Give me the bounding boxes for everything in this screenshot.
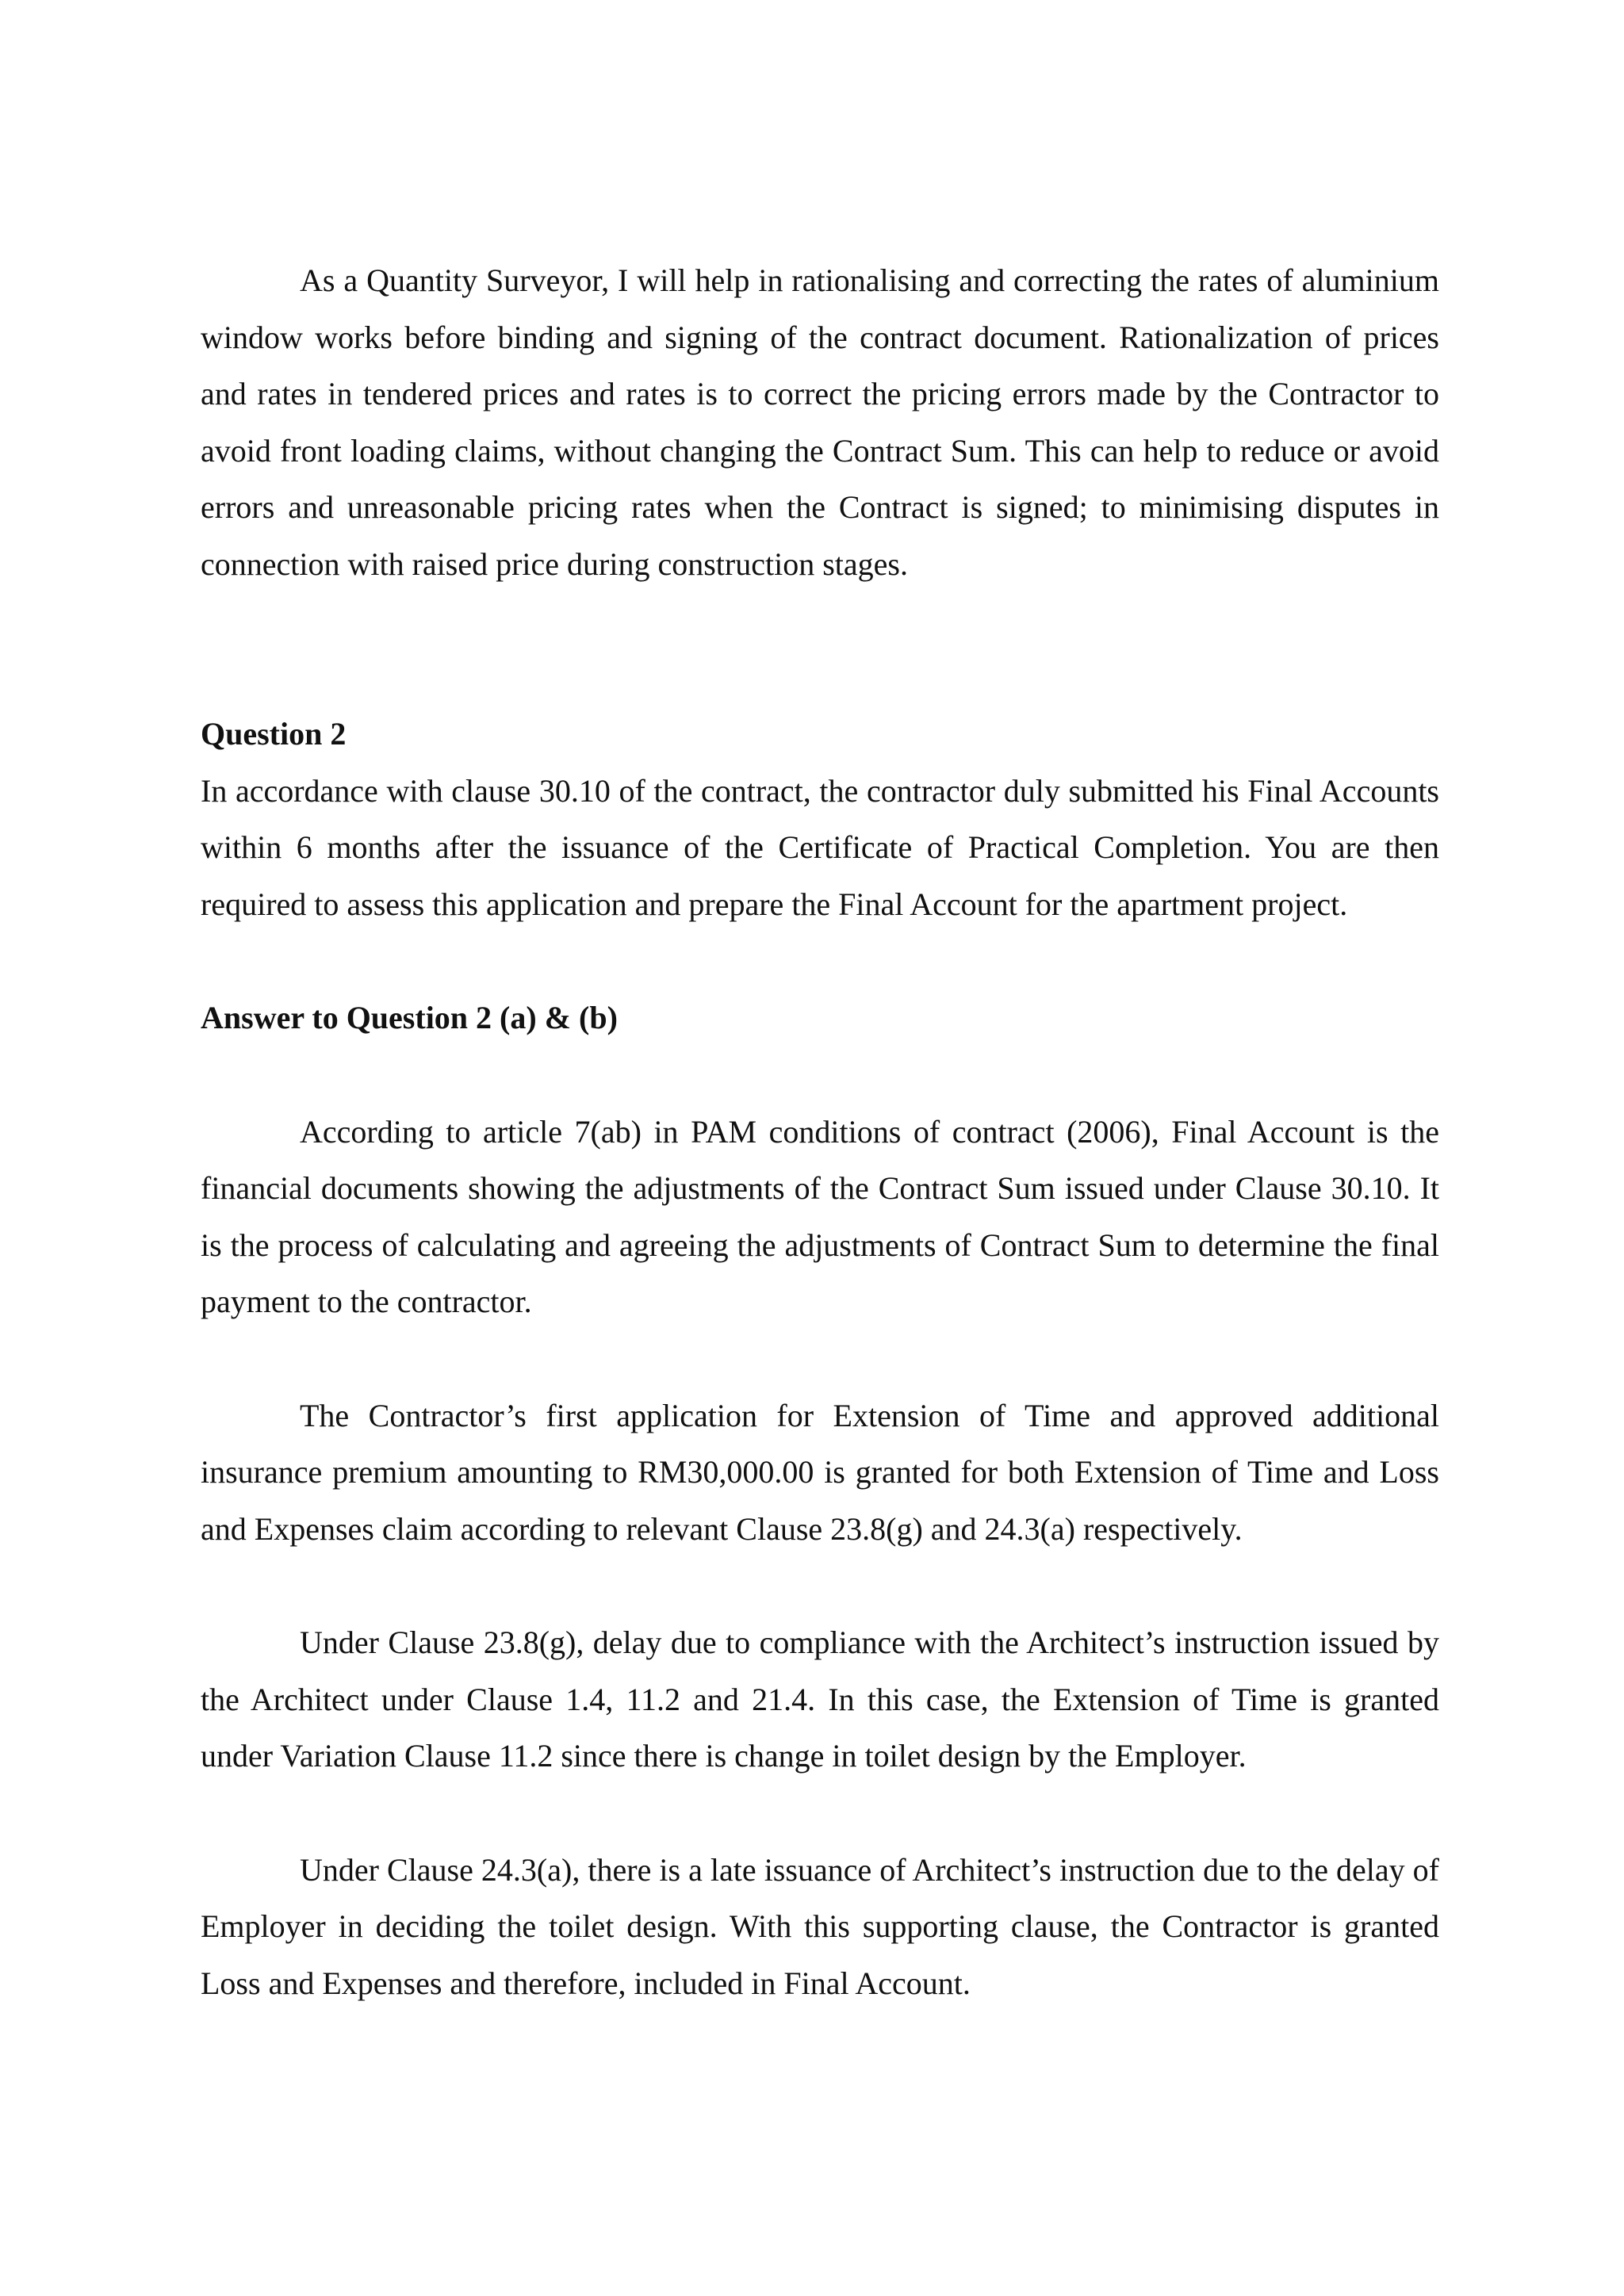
section-spacer [201,1047,1439,1104]
answer-paragraph-2: The Contractor’s first application for Extension of Time and approved additional insurance premium amounting to RM30,000.00 is granted for both Extension of Time and Loss and Expenses claim according to relevant Clause 23.8(g) and 24.3(a) respectively. [201,1397,1439,1547]
section-spacer [201,932,1439,989]
question-heading: Question 2 [201,716,347,752]
paragraph-spacer [201,1785,1439,1842]
answer-paragraph-1: According to article 7(ab) in PAM conditions of contract (2006), Final Account is the financial documents showing the adjustments of the Contract Sum issued under Clause 30.10. It is the process of calculating and agreeing the adjustments of Contract Sum to determine the final payment to the contractor. [201,1113,1439,1319]
answer-heading: Answer to Question 2 (a) & (b) [201,1000,618,1035]
answer-paragraph-3: Under Clause 23.8(g), delay due to compliance with the Architect’s instruction issued by the Architect under Clause 1.4, 11.2 and 21.4. In this case, the Extension of Time is granted under Variation Clause 11.2 since there is change in toilet design by the Employer. [201,1624,1439,1774]
intro-paragraph: As a Quantity Surveyor, I will help in rationalising and correcting the rates of aluminium window works before binding and signing of the contract document. Rationalization of prices and rates in tendered prices and rates is to correct the pricing errors made by the Contractor to avoid front loading claims, without changing the Contract Sum. This can help to reduce or avoid errors and unreasonable pricing rates when the Contract is signed; to minimising disputes in connection with raised price during construction stages. [201,262,1439,582]
paragraph-spacer [201,1330,1439,1387]
document-page [201,252,1439,2011]
section-spacer [201,592,1439,706]
paragraph-spacer [201,1557,1439,1614]
answer-paragraph-4: Under Clause 24.3(a), there is a late issuance of Architect’s instruction due to the delay of Employer in deciding the toilet design. With this supporting clause, the Contractor is granted Loss and Expenses and therefore, included in Final Account. [201,1851,1439,2001]
question-text: In accordance with clause 30.10 of the contract, the contractor duly submitted his Final Accounts within 6 months after the issuance of the Certificate of Practical Completion. You are then required to assess this application and prepare the Final Account for the apartment project. [201,772,1439,922]
